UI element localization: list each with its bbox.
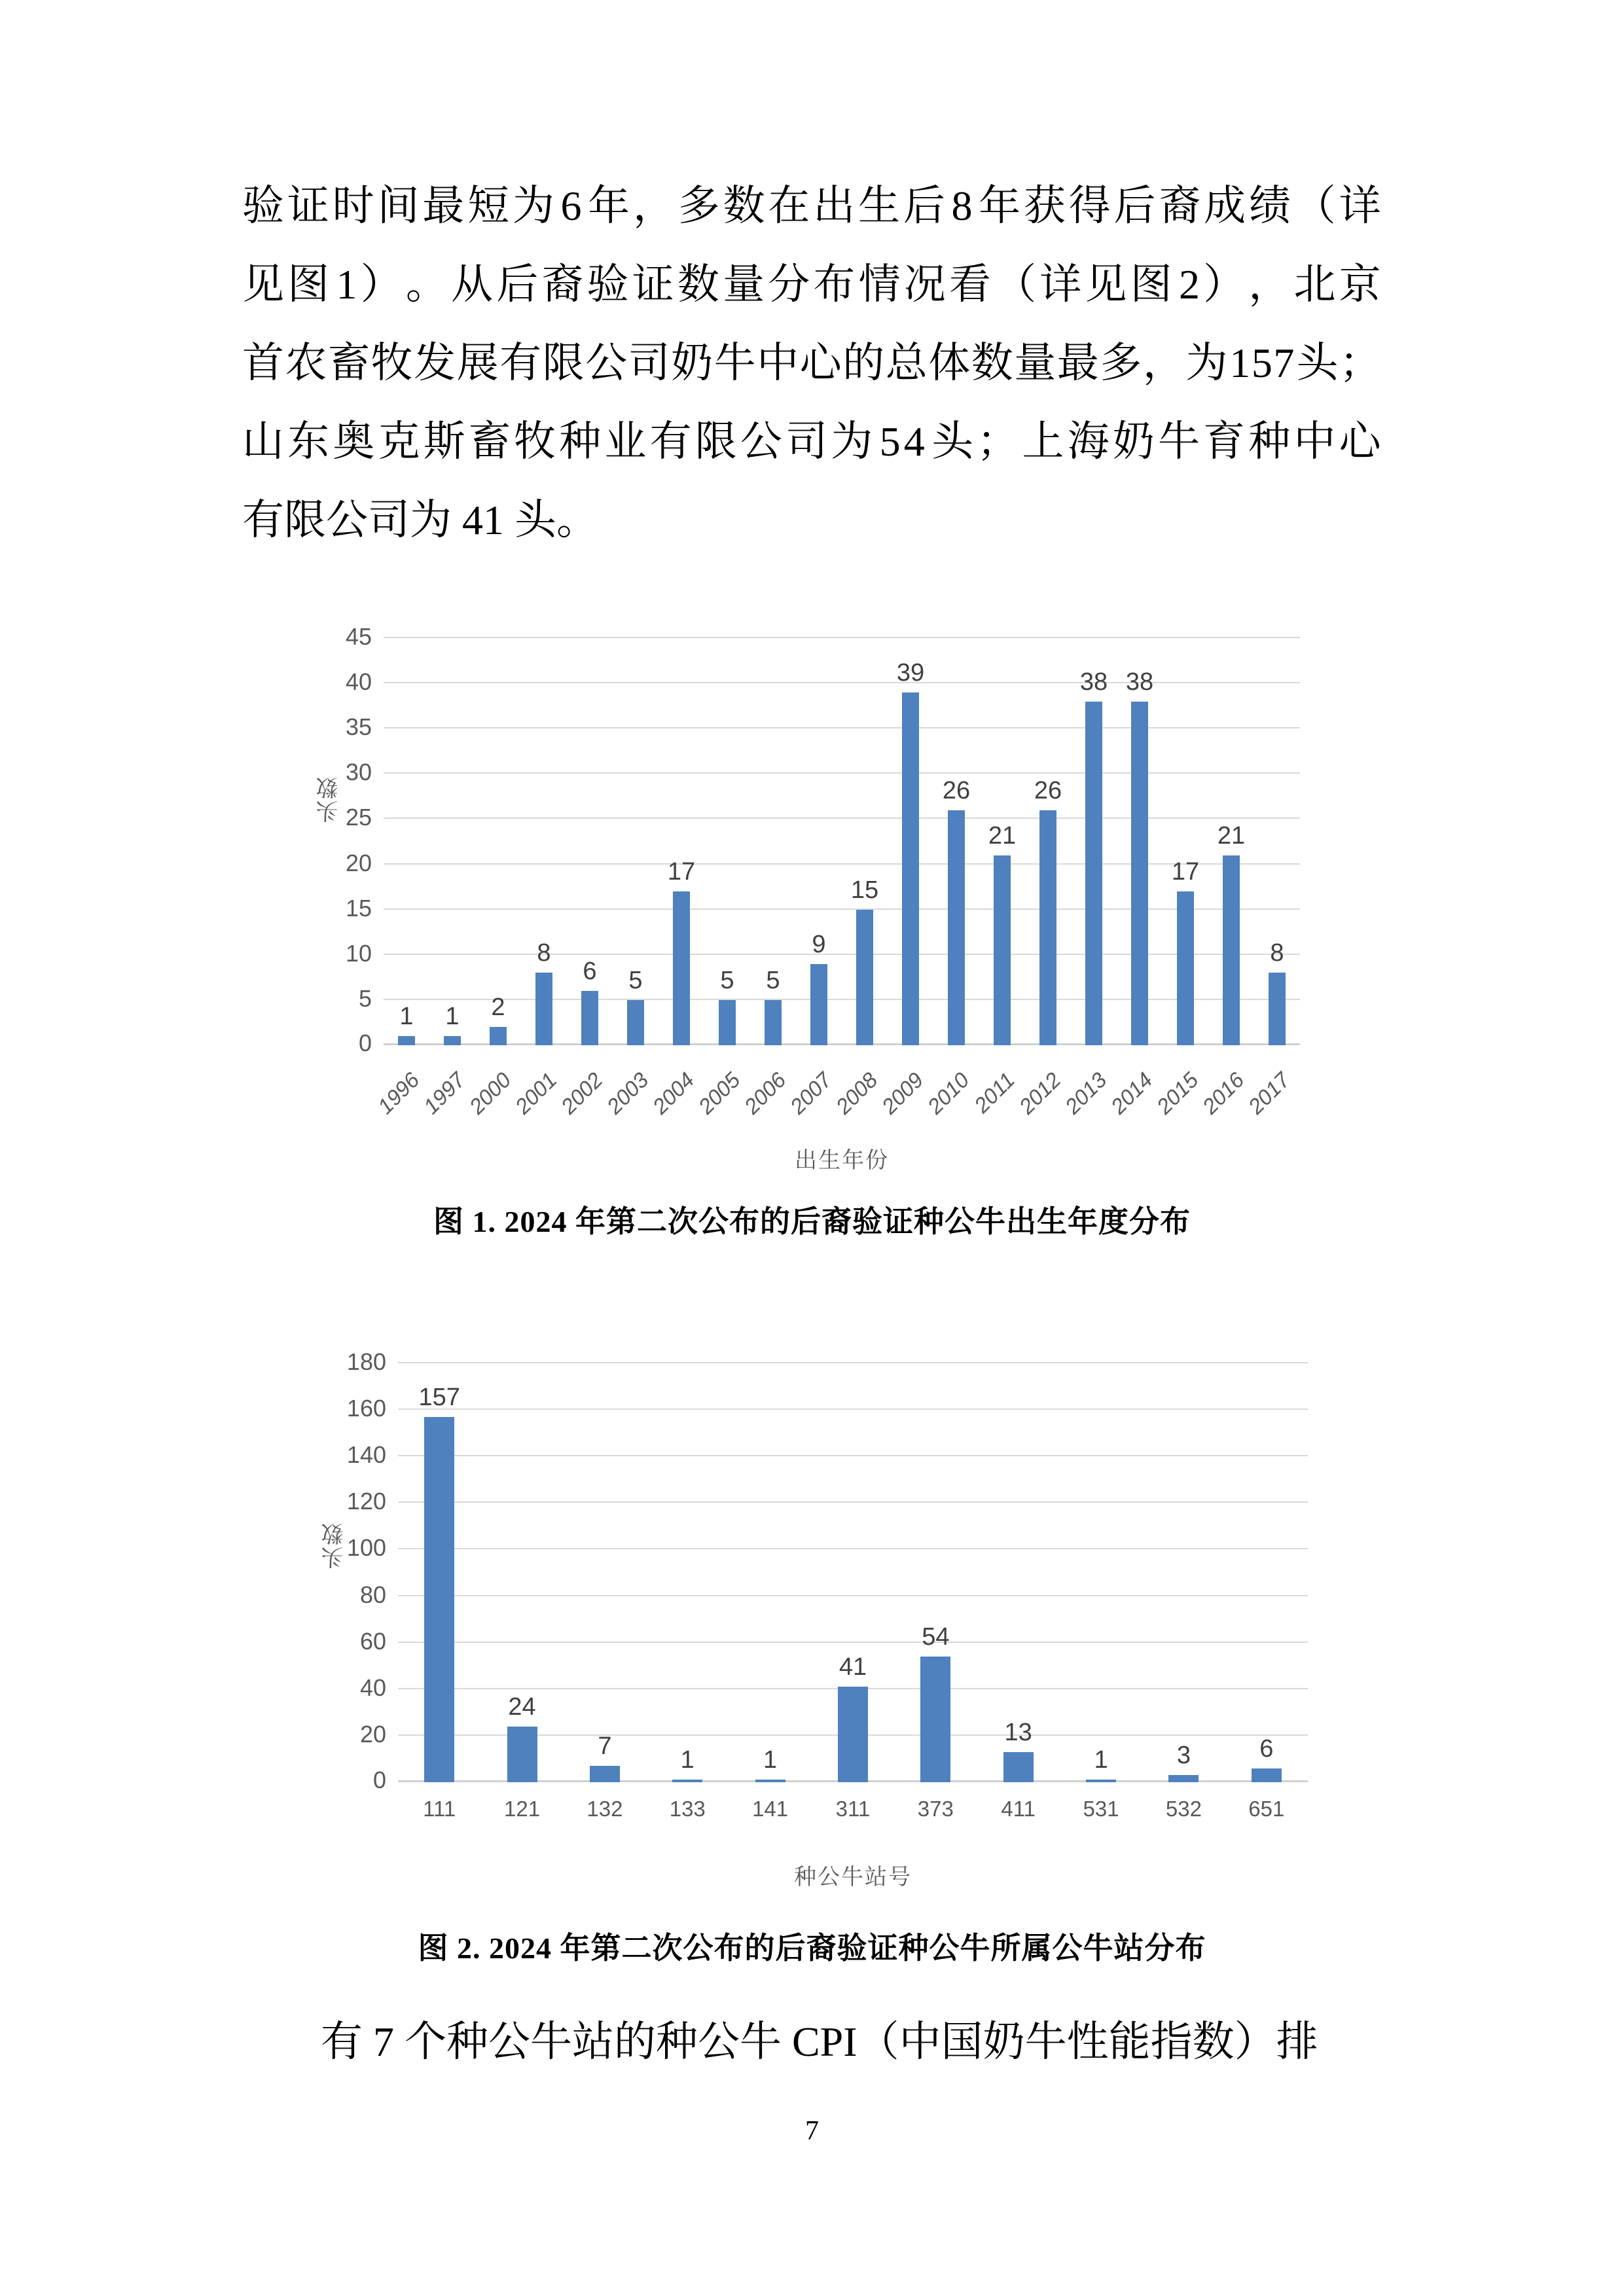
bar-value-label: 7 — [598, 1732, 612, 1761]
bar-group — [894, 1363, 977, 1782]
bar-group — [704, 638, 750, 1045]
figure-2-x-axis-ticks — [398, 1797, 1308, 1836]
bar — [424, 1417, 454, 1782]
bar — [1085, 702, 1102, 1045]
paragraph-line-4: 山 东 奥 克 斯 畜 牧 种 业 有 限 公 司 为 5 4 头 ； 上 海 奶 牛 育 种 中 心 — [242, 418, 1381, 465]
bar-value-label: 1 — [680, 1746, 695, 1774]
bar-value-label: 3 — [1176, 1742, 1191, 1770]
bar — [1269, 973, 1286, 1045]
paragraph-line-5: 有限公司为 41 头。 — [242, 497, 598, 543]
bar-value-label: 1 — [399, 1003, 414, 1031]
bar-value-label: 15 — [850, 876, 879, 904]
y-axis-tick-label: 140 — [346, 1441, 386, 1469]
figure-1-y-axis-title: 头数 — [317, 776, 342, 823]
y-axis-tick-label: 40 — [359, 1674, 386, 1701]
bar-group — [1025, 638, 1071, 1045]
bar-group — [729, 1363, 811, 1782]
bar-value-label: 5 — [720, 966, 734, 994]
bar-group — [384, 638, 429, 1045]
bar — [902, 692, 919, 1045]
bar-value-label: 41 — [839, 1653, 867, 1681]
y-axis-tick-label: 5 — [358, 984, 372, 1012]
x-axis-tick-label: 132 — [586, 1797, 623, 1821]
bar — [1223, 855, 1240, 1045]
x-axis-tick-label: 2001 — [510, 1067, 562, 1119]
figure-2-caption: 图 2. 2024 年第二次公布的后裔验证种公牛所属公牛站分布 — [418, 1931, 1206, 1965]
y-axis-tick-label: 40 — [345, 668, 372, 696]
bar-value-label: 38 — [1079, 668, 1108, 696]
x-axis-tick-label: 2000 — [464, 1067, 516, 1119]
bar-group — [480, 1363, 563, 1782]
bar-group — [1254, 638, 1300, 1045]
x-axis-tick-label: 2017 — [1243, 1067, 1295, 1119]
bar — [507, 1727, 537, 1782]
bar — [444, 1036, 461, 1045]
y-axis-tick-label: 15 — [345, 894, 372, 922]
x-axis-tick-label: 651 — [1248, 1797, 1285, 1821]
y-axis-tick-label: 160 — [346, 1395, 386, 1422]
bar-group — [1208, 638, 1254, 1045]
bar-group — [475, 638, 521, 1045]
bar-group — [979, 638, 1025, 1045]
bar — [627, 1000, 644, 1045]
y-axis-tick-label: 10 — [345, 939, 372, 967]
x-axis-tick — [1243, 1064, 1300, 1142]
page-number: 7 — [805, 2116, 819, 2146]
bar-value-label: 9 — [812, 930, 826, 958]
bar-group — [1117, 638, 1163, 1045]
bar-group — [564, 1363, 646, 1782]
x-axis-tick-label: 2010 — [922, 1067, 974, 1119]
x-axis-tick-label: 311 — [835, 1797, 871, 1821]
x-axis-tick — [646, 1797, 729, 1836]
bar-value-label: 1 — [1094, 1746, 1108, 1774]
y-axis-tick-label: 45 — [345, 623, 372, 650]
bar-group — [933, 638, 979, 1045]
bar-group — [1060, 1363, 1142, 1782]
figure-2-chart-inner — [306, 1332, 1327, 1901]
bar-value-label: 1 — [445, 1003, 460, 1031]
figure-2-y-axis-title: 头数 — [322, 1522, 347, 1569]
y-axis-tick-label: 0 — [372, 1767, 386, 1793]
bar-group — [613, 638, 659, 1045]
bar — [1086, 1780, 1116, 1782]
figure-1-chart — [306, 612, 1327, 1175]
bar-value-label: 26 — [1034, 776, 1062, 804]
bar-value-label: 17 — [1171, 858, 1200, 886]
bar — [920, 1657, 950, 1782]
bar-group — [646, 1363, 729, 1782]
bar — [948, 810, 965, 1045]
bar — [810, 964, 827, 1045]
x-axis-tick-label: 1996 — [372, 1067, 424, 1119]
bar-value-label: 39 — [896, 658, 925, 687]
x-axis-tick — [894, 1797, 977, 1836]
bar-value-label: 6 — [583, 958, 597, 986]
bar — [755, 1780, 785, 1782]
bar — [672, 1780, 702, 1782]
bar — [765, 1000, 782, 1045]
x-axis-tick-label: 2009 — [876, 1067, 928, 1119]
x-axis-tick-label: 2015 — [1151, 1067, 1203, 1119]
y-axis-tick-label: 120 — [346, 1488, 386, 1515]
paragraph-line-3: 首 农 畜 牧 发 展 有 限 公 司 奶 牛 中 心 的 总 体 数 量 最 多 ， 为 1 5 7 头 ； — [242, 340, 1381, 386]
x-axis-tick-label: 411 — [1001, 1797, 1036, 1821]
x-axis-tick — [1225, 1797, 1308, 1836]
x-axis-tick-label: 2005 — [693, 1067, 745, 1119]
figure-2-chart — [306, 1332, 1327, 1901]
x-axis-tick-label: 2007 — [785, 1067, 837, 1119]
bar-value-label: 17 — [667, 858, 696, 886]
x-axis-tick-label: 2011 — [969, 1067, 1020, 1118]
x-axis-tick — [1060, 1797, 1142, 1836]
bar — [1177, 891, 1194, 1045]
bar — [535, 973, 552, 1045]
bar — [590, 1766, 620, 1782]
bar-group — [842, 638, 888, 1045]
x-axis-tick-label: 2013 — [1060, 1067, 1111, 1119]
bar-value-label: 13 — [1004, 1718, 1032, 1746]
bar-value-label: 54 — [922, 1623, 950, 1651]
y-axis-tick-label: 0 — [358, 1030, 372, 1056]
figure-1-x-axis-title: 出生年份 — [795, 1148, 889, 1173]
bar — [994, 855, 1011, 1045]
figure-1-plot-area — [345, 623, 1300, 1056]
y-axis-tick-label: 25 — [345, 804, 372, 831]
figure-1-chart-inner — [306, 612, 1327, 1175]
bar — [1131, 702, 1148, 1045]
x-axis-tick-label: 373 — [917, 1797, 954, 1821]
y-axis-tick-label: 35 — [345, 713, 372, 741]
bar-value-label: 5 — [766, 966, 780, 994]
bar-value-label: 8 — [537, 939, 551, 967]
bar — [673, 891, 690, 1045]
x-axis-tick — [564, 1797, 646, 1836]
bar-group — [1142, 1363, 1225, 1782]
paragraph-line-1: 验 证 时 间 最 短 为 6 年 ， 多 数 在 出 生 后 8 年 获 得 后 裔 成 绩 （ 详 — [242, 183, 1381, 229]
bar-value-label: 2 — [491, 994, 505, 1022]
x-axis-tick — [977, 1797, 1060, 1836]
bar-value-label: 21 — [988, 821, 1017, 850]
figure-2-x-axis-title: 种公牛站号 — [794, 1865, 912, 1890]
y-axis-tick-label: 100 — [346, 1534, 386, 1562]
x-axis-tick-label: 1997 — [418, 1067, 470, 1119]
bar-group — [521, 638, 567, 1045]
x-axis-tick-label: 133 — [669, 1797, 706, 1821]
figure-2-plot-area — [346, 1348, 1308, 1793]
bar-group — [1225, 1363, 1308, 1782]
bar-value-label: 8 — [1270, 939, 1284, 967]
paragraph-line-2: 见 图 1 ） 。 从 后 裔 验 证 数 量 分 布 情 况 看 （ 详 见 图 2 ） ， 北 京 — [242, 261, 1381, 308]
x-axis-tick — [480, 1797, 563, 1836]
bar — [1168, 1775, 1199, 1782]
figure-1-caption: 图 1. 2024 年第二次公布的后裔验证种公牛出生年度分布 — [433, 1205, 1191, 1238]
x-axis-tick — [1142, 1797, 1225, 1836]
bar-group — [888, 638, 933, 1045]
x-axis-tick-label: 141 — [752, 1797, 789, 1821]
bar — [1039, 810, 1056, 1045]
bar-group — [659, 638, 704, 1045]
bar-group — [1163, 638, 1208, 1045]
bar — [838, 1687, 868, 1782]
bar-value-label: 38 — [1125, 668, 1154, 696]
y-axis-tick-label: 80 — [359, 1581, 386, 1608]
bar — [398, 1036, 415, 1045]
x-axis-tick-label: 532 — [1165, 1797, 1202, 1821]
x-axis-tick-label: 2012 — [1014, 1067, 1066, 1119]
x-axis-tick-label: 2008 — [831, 1067, 882, 1119]
y-axis-tick-label: 20 — [345, 849, 372, 876]
x-axis-tick-label: 2014 — [1106, 1067, 1157, 1119]
x-axis-tick-label: 531 — [1083, 1797, 1119, 1821]
x-axis-tick — [398, 1797, 480, 1836]
figure-2-bars — [398, 1363, 1308, 1782]
bar-value-label: 21 — [1217, 821, 1246, 850]
bar — [856, 910, 873, 1045]
bar — [719, 1000, 736, 1045]
x-axis-tick-label: 111 — [423, 1797, 456, 1821]
bar-group — [398, 1363, 480, 1782]
bar — [1003, 1752, 1034, 1782]
y-axis-tick-label: 60 — [359, 1627, 386, 1655]
y-axis-tick-label: 20 — [359, 1720, 386, 1748]
bar-group — [977, 1363, 1060, 1782]
body-paragraph — [242, 167, 1381, 560]
bar-group — [750, 638, 796, 1045]
trailing-paragraph-line: 有 7 个种公牛站的种公牛 CPI（中国奶牛性能指数）排 — [321, 2018, 1318, 2065]
x-axis-tick — [729, 1797, 811, 1836]
figure-1-bars — [384, 638, 1300, 1045]
bar-value-label: 24 — [508, 1693, 536, 1721]
bar — [581, 991, 598, 1045]
bar-value-label: 5 — [628, 966, 643, 994]
x-axis-tick — [812, 1797, 894, 1836]
bar-value-label: 6 — [1259, 1734, 1274, 1763]
bar-group — [567, 638, 613, 1045]
bar-group — [429, 638, 475, 1045]
bar — [1252, 1768, 1282, 1782]
y-axis-tick-label: 180 — [346, 1348, 386, 1375]
figure-1-x-axis-ticks — [372, 1064, 1300, 1142]
bar-value-label: 157 — [418, 1383, 460, 1411]
y-axis-tick-label: 30 — [345, 759, 372, 786]
x-axis-tick-label: 2016 — [1197, 1067, 1249, 1119]
bar-value-label: 1 — [763, 1746, 778, 1774]
bar-value-label: 26 — [942, 776, 971, 804]
bar-group — [1071, 638, 1117, 1045]
x-axis-tick-label: 2003 — [602, 1067, 653, 1119]
x-axis-tick-label: 2004 — [647, 1067, 699, 1119]
bar-group — [812, 1363, 894, 1782]
x-axis-tick-label: 2006 — [739, 1067, 791, 1119]
bar-group — [796, 638, 842, 1045]
bar — [490, 1027, 507, 1045]
x-axis-tick-label: 121 — [504, 1797, 541, 1821]
x-axis-tick-label: 2002 — [556, 1067, 607, 1119]
